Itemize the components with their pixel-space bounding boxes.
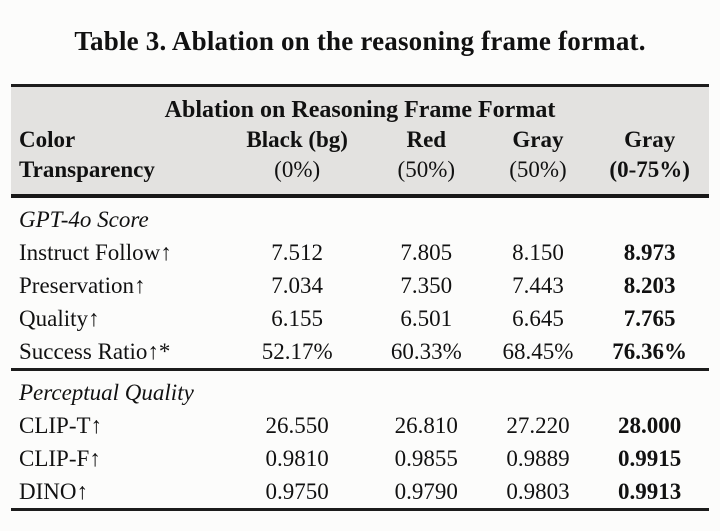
- row-label: DINO↑: [19, 479, 88, 504]
- column-header-row-1: [11, 125, 709, 155]
- value-cell: 0.9810: [265, 446, 329, 471]
- value-cell-best: 76.36%: [612, 339, 688, 364]
- table-row-clip-f: [11, 442, 709, 475]
- header-gray-range: Gray: [590, 125, 709, 155]
- value-cell-best: 8.203: [623, 273, 676, 298]
- row-label: Instruct Follow↑: [19, 240, 172, 265]
- value-cell: 7.443: [512, 273, 564, 298]
- value-cell: 8.150: [512, 240, 564, 265]
- header-transparency: Transparency: [11, 155, 227, 196]
- table-inner-title: Ablation on Reasoning Frame Format: [11, 86, 709, 126]
- value-cell: 6.645: [512, 306, 564, 331]
- section-header-gpt4o-score: [11, 196, 709, 236]
- value-cell: 52.17%: [261, 339, 333, 364]
- section-title: Perceptual Quality: [11, 370, 709, 410]
- row-label: CLIP-T↑: [19, 413, 103, 438]
- row-label: Success Ratio↑*: [19, 339, 171, 364]
- header-pct-0-75: (0-75%): [590, 155, 709, 196]
- table-row-instruct-follow: [11, 236, 709, 269]
- column-header-row-2: [11, 155, 709, 196]
- value-cell: 60.33%: [390, 339, 462, 364]
- value-cell: 26.810: [394, 413, 458, 438]
- header-red: Red: [367, 125, 486, 155]
- header-black-bg: Black (bg): [227, 125, 367, 155]
- row-label: CLIP-F↑: [19, 446, 101, 471]
- value-cell: 7.512: [271, 240, 324, 265]
- table-row-dino: [11, 475, 709, 510]
- value-cell-best: 28.000: [618, 413, 682, 438]
- value-cell-best: 0.9915: [618, 446, 682, 471]
- row-label: Preservation↑: [19, 273, 146, 298]
- value-cell: 6.155: [271, 306, 324, 331]
- header-pct-0: (0%): [227, 155, 367, 196]
- section-title: GPT-4o Score: [11, 196, 709, 236]
- table-header-band-title-row: [11, 86, 709, 126]
- table-row-quality: [11, 302, 709, 335]
- header-gray: Gray: [486, 125, 591, 155]
- ablation-table: [11, 84, 709, 511]
- value-cell: 27.220: [506, 413, 570, 438]
- value-cell: 0.9855: [394, 446, 458, 471]
- value-cell: 0.9790: [394, 479, 458, 504]
- section-header-perceptual-quality: [11, 370, 709, 410]
- table-row-success-ratio: [11, 335, 709, 370]
- value-cell: 0.9889: [506, 446, 570, 471]
- value-cell: 0.9803: [506, 479, 570, 504]
- value-cell: 26.550: [265, 413, 329, 438]
- row-label: Quality↑: [19, 306, 100, 331]
- value-cell-best: 0.9913: [618, 479, 682, 504]
- value-cell: 6.501: [400, 306, 453, 331]
- value-cell-best: 7.765: [623, 306, 676, 331]
- table-row-clip-t: [11, 409, 709, 442]
- header-color: Color: [11, 125, 227, 155]
- value-cell-best: 8.973: [623, 240, 676, 265]
- value-cell: 7.805: [400, 240, 453, 265]
- value-cell: 7.034: [271, 273, 324, 298]
- value-cell: 68.45%: [502, 339, 574, 364]
- table-caption: Table 3. Ablation on the reasoning frame format.: [74, 26, 646, 56]
- table-row-preservation: [11, 269, 709, 302]
- value-cell: 0.9750: [265, 479, 329, 504]
- value-cell: 7.350: [400, 273, 453, 298]
- header-pct-50b: (50%): [486, 155, 591, 196]
- header-pct-50a: (50%): [367, 155, 486, 196]
